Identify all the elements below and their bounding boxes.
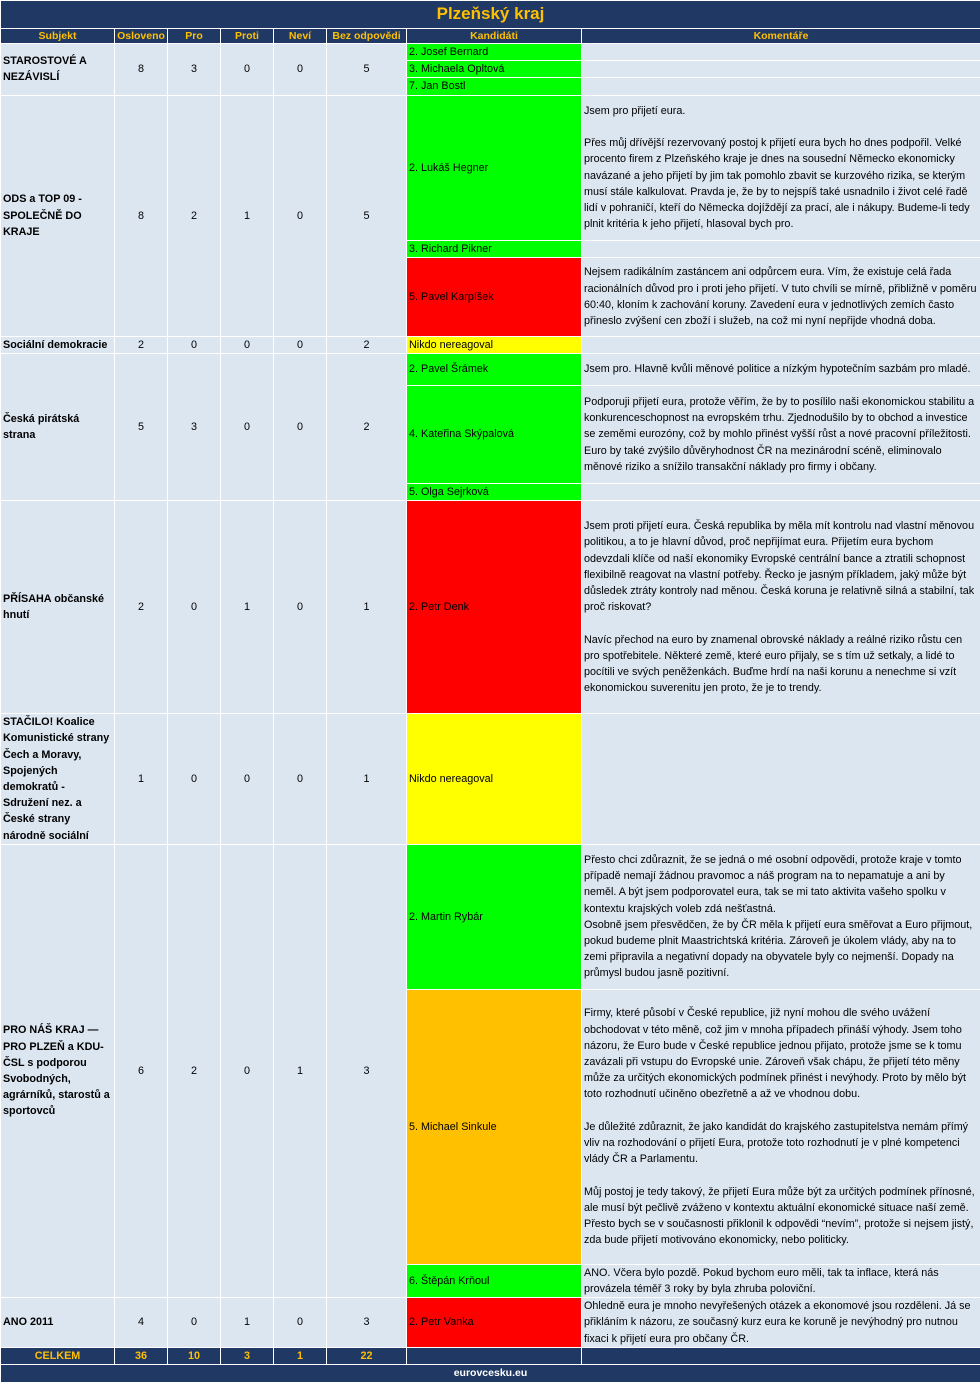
- count-proti: 0: [221, 44, 274, 96]
- table-row: [1, 336, 980, 353]
- candidate-name: 2. Petr Vanka: [407, 1298, 582, 1348]
- count-osloveno: 5: [115, 354, 168, 501]
- candidate-name: 3. Michaela Opltová: [407, 61, 582, 78]
- candidate-name: 3. Richard Pikner: [407, 240, 582, 257]
- header-komentare: Komentáře: [582, 29, 980, 44]
- count-osloveno: 8: [115, 44, 168, 96]
- count-proti: 1: [221, 501, 274, 714]
- count-pro: 0: [168, 336, 221, 353]
- party-name: STAČILO! Koalice Komunistické strany Čech a Moravy, Spojených demokratů - Sdružení nez. a České strany národně sociální: [1, 714, 115, 845]
- candidate-comment: [582, 240, 980, 257]
- table-row: [1, 44, 980, 61]
- count-nevi: 0: [274, 714, 327, 845]
- count-pro: 0: [168, 714, 221, 845]
- count-nevi: 1: [274, 844, 327, 1297]
- candidate-comment: [582, 336, 980, 353]
- candidate-name: 2. Martin Rybár: [407, 844, 582, 989]
- candidate-comment: ANO. Včera bylo pozdě. Pokud bychom euro měli, tak ta inflace, která nás provázela téměř 3 roky by byla zhruba poloviční.: [582, 1264, 980, 1297]
- header-bez-odpovedi: Bez odpovědi: [327, 29, 407, 44]
- count-bez-odpovedi: 1: [327, 714, 407, 845]
- header-pro: Pro: [168, 29, 221, 44]
- total-osloveno: 36: [115, 1347, 168, 1364]
- candidate-comment: [582, 714, 980, 845]
- count-osloveno: 8: [115, 95, 168, 336]
- party-name: ODS a TOP 09 - SPOLEČNĚ DO KRAJE: [1, 95, 115, 336]
- count-osloveno: 6: [115, 844, 168, 1297]
- count-osloveno: 1: [115, 714, 168, 845]
- count-bez-odpovedi: 3: [327, 844, 407, 1297]
- candidate-comment: Podporuji přijetí eura, protože věřím, že by to posílilo naši ekonomickou stabilitu a konkurenceschopnost na evropském trhu. Zjednodušilo by to obchod a investice se zeměmi eurozóny, což by mohlo přinést vyšší růst a nové pracovní příležitosti. Euro by také zvýšilo důvěryhodnost ČR na mezinárodní scéně, eliminovalo měnové riziko a snížilo transakční náklady pro firmy i občany.: [582, 386, 980, 484]
- header-subjekt: Subjekt: [1, 29, 115, 44]
- table-row: [1, 714, 980, 845]
- total-empty-kandidati: [407, 1347, 582, 1364]
- candidate-comment: [582, 44, 980, 61]
- candidate-name: 2. Pavel Šrámek: [407, 354, 582, 386]
- count-proti: 0: [221, 354, 274, 501]
- header-proti: Proti: [221, 29, 274, 44]
- count-proti: 0: [221, 844, 274, 1297]
- header-kandidati: Kandidáti: [407, 29, 582, 44]
- page-title: Plzeňský kraj: [1, 1, 980, 29]
- total-proti: 3: [221, 1347, 274, 1364]
- count-bez-odpovedi: 5: [327, 44, 407, 96]
- count-osloveno: 4: [115, 1298, 168, 1348]
- count-bez-odpovedi: 3: [327, 1298, 407, 1348]
- candidate-comment: Jsem pro. Hlavně kvůli měnové politice a nízkým hypotečním sazbám pro mladé.: [582, 354, 980, 386]
- candidate-comment: [582, 78, 980, 95]
- candidate-name: 7. Jan Bostl: [407, 78, 582, 95]
- count-pro: 0: [168, 1298, 221, 1348]
- party-name: Česká pirátská strana: [1, 354, 115, 501]
- count-nevi: 0: [274, 501, 327, 714]
- count-nevi: 0: [274, 95, 327, 336]
- candidate-name: 5. Pavel Karpíšek: [407, 257, 582, 336]
- candidate-comment: Ohledně eura je mnoho nevyřešených otázek a ekonomové jsou rozděleni. Já se přikláním k názoru, ze současný kurz eura ke koruně je nevýhodný pro nutnou fixaci k přijetí eura pro občany ČR.: [582, 1298, 980, 1348]
- candidate-comment: [582, 484, 980, 501]
- table-row: [1, 95, 980, 240]
- candidate-name: 5. Michael Sinkule: [407, 989, 582, 1264]
- candidate-comment: Nejsem radikálním zastáncem ani odpůrcem eura. Vím, že existuje celá řada racionálních důvod pro i proti jeho přijetí. V tuto chvíli se mírně, přibližně v poměru 60:40, kloním k zachování koruny. Zavedení eura v jednotlivých zemích často přineslo zvýšení cen zboží i služeb, na což mi nyní nepřijde vhodná doba.: [582, 257, 980, 336]
- count-nevi: 0: [274, 336, 327, 353]
- count-proti: 0: [221, 336, 274, 353]
- candidate-name: 5. Olga Sejrková: [407, 484, 582, 501]
- footer-row: [1, 1365, 980, 1383]
- total-empty-komentare: [582, 1347, 980, 1364]
- title-row: [1, 1, 980, 29]
- header-osloveno: Osloveno: [115, 29, 168, 44]
- total-pro: 10: [168, 1347, 221, 1364]
- count-pro: 2: [168, 95, 221, 336]
- count-bez-odpovedi: 2: [327, 354, 407, 501]
- party-name: Sociální demokracie: [1, 336, 115, 353]
- party-name: PRO NÁŠ KRAJ — PRO PLZEŇ a KDU-ČSL s podporou Svobodných, agrárníků, starostů a sportovců: [1, 844, 115, 1297]
- party-name: STAROSTOVÉ A NEZÁVISLÍ: [1, 44, 115, 96]
- footer-source: eurovcesku.eu: [1, 1365, 980, 1383]
- totals-row: [1, 1347, 980, 1364]
- candidate-comment: Jsem pro přijetí eura. Přes můj dřívější rezervovaný postoj k přijetí eura bych ho dnes podpořil. Velké procento firem z Plzeňského kraje je dnes na sousední Německo ekonomicky navázané a jeho přijetí by jim tak pomohlo zbavit se kurzového rizika, se kterým musí stále kalkulovat. Pravda je, že by to nejspíš také usnadnilo i život celé řadě lidí v pohraničí, kteří do Německa dojíždějí za prací, ale i nákupy. Budeme-li tedy plnit kritéria k jeho přijetí, hlasoval bych pro.: [582, 95, 980, 240]
- table-row: [1, 354, 980, 386]
- candidate-comment: Přesto chci zdůraznit, že se jedná o mé osobní odpovědi, protože kraje v tomto případě nemají žádnou pravomoc a náš program na to nepamatuje a ani by neměl. A být jsem podporovatel eura, tak se mi tato aktivita vašeho spolku v kontextu krajských voleb zdá nešťastná. Osobně jsem přesvědčen, že by ČR měla k přijetí eura směřovat a Euro přijmout, pokud budeme plnit Maastrichtská kritéria. Zároveň je úkolem vlády, aby na to zemi připravila a negativní dopady na obyvatele byly co nejmenší. Dopady na průmysl budou jasně pozitivní.: [582, 844, 980, 989]
- count-pro: 3: [168, 44, 221, 96]
- count-bez-odpovedi: 1: [327, 501, 407, 714]
- count-bez-odpovedi: 2: [327, 336, 407, 353]
- count-proti: 0: [221, 714, 274, 845]
- candidate-name: Nikdo nereagoval: [407, 714, 582, 845]
- table-row: [1, 844, 980, 989]
- totals-label: CELKEM: [1, 1347, 115, 1364]
- party-name: PŘÍSAHA občanské hnutí: [1, 501, 115, 714]
- count-nevi: 0: [274, 1298, 327, 1348]
- count-pro: 0: [168, 501, 221, 714]
- count-osloveno: 2: [115, 501, 168, 714]
- candidate-name: 6. Štěpán Krňoul: [407, 1264, 582, 1297]
- table-row: [1, 1298, 980, 1348]
- count-bez-odpovedi: 5: [327, 95, 407, 336]
- total-bez-odpovedi: 22: [327, 1347, 407, 1364]
- candidate-name: 2. Josef Bernard: [407, 44, 582, 61]
- header-nevi: Neví: [274, 29, 327, 44]
- candidate-name: 2. Petr Denk: [407, 501, 582, 714]
- count-proti: 1: [221, 95, 274, 336]
- count-nevi: 0: [274, 44, 327, 96]
- count-osloveno: 2: [115, 336, 168, 353]
- count-pro: 2: [168, 844, 221, 1297]
- party-name: ANO 2011: [1, 1298, 115, 1348]
- total-nevi: 1: [274, 1347, 327, 1364]
- candidate-name: 2. Lukáš Hegner: [407, 95, 582, 240]
- candidate-comment: [582, 61, 980, 78]
- count-nevi: 0: [274, 354, 327, 501]
- count-proti: 1: [221, 1298, 274, 1348]
- table-row: [1, 501, 980, 714]
- header-row: [1, 29, 980, 44]
- candidate-name: Nikdo nereagoval: [407, 336, 582, 353]
- count-pro: 3: [168, 354, 221, 501]
- candidate-comment: Jsem proti přijetí eura. Česká republika by měla mít kontrolu nad vlastní měnovou politikou, a to je hlavní důvod, proč nepřijímat eura. Přijetím eura bychom odevzdali klíče od naší ekonomiky Evropské centrální bance a ztratili schopnost flexibilně reagovat na vlastní potřeby. Řecko je jasným příkladem, jaký může být důsledek ztráty kontroly nad měnou. Česká koruna je relativně silná a stabilní, tak proč riskovat? Navíc přechod na euro by znamenal obrovské náklady a reálné riziko růstu cen pro spotřebitele. Některé země, které euro přijaly, se s tím už setkaly, a lidé to pocítili ve svých peněženkách. Buďme hrdí na naši korunu a nenechme si vzít ekonomickou suverenitu jen proto, že je to trendy.: [582, 501, 980, 714]
- candidate-name: 4. Kateřina Skýpalová: [407, 386, 582, 484]
- candidate-comment: Firmy, které působí v České republice, již nyní mohou dle svého uvážení obchodovat v této měně, což jim v mnoha případech přináší výhody. Jsem toho názoru, že Euro bude v České republice jednou přijato, protože jsme se k tomu zavázali při vstupu do Evropské unie. Zároveň však chápu, že přijetí této měny může za určitých ekonomických podmínek přinést i nevýhody. Proto by mělo být toto rozhodnutí učiněno obezřetně a až ve vhodnou dobu. Je důležité zdůraznit, že jako kandidát do krajského zastupitelstva nemám přímý vliv na rozhodování o přijetí Eura, protože toto rozhodnutí je v plné kompetenci vlády ČR a Parlamentu. Můj postoj je tedy takový, že přijetí Eura může být za určitých podmínek přínosné, ale musí být pečlivě zváženo v kontextu aktuální ekonomické situace naší země. Přesto bych se v současnosti přiklonil k odpovědi “nevím”, protože si nejsem jistý, zda bude přijetí motivováno ekonomicky, nebo politicky.: [582, 989, 980, 1264]
